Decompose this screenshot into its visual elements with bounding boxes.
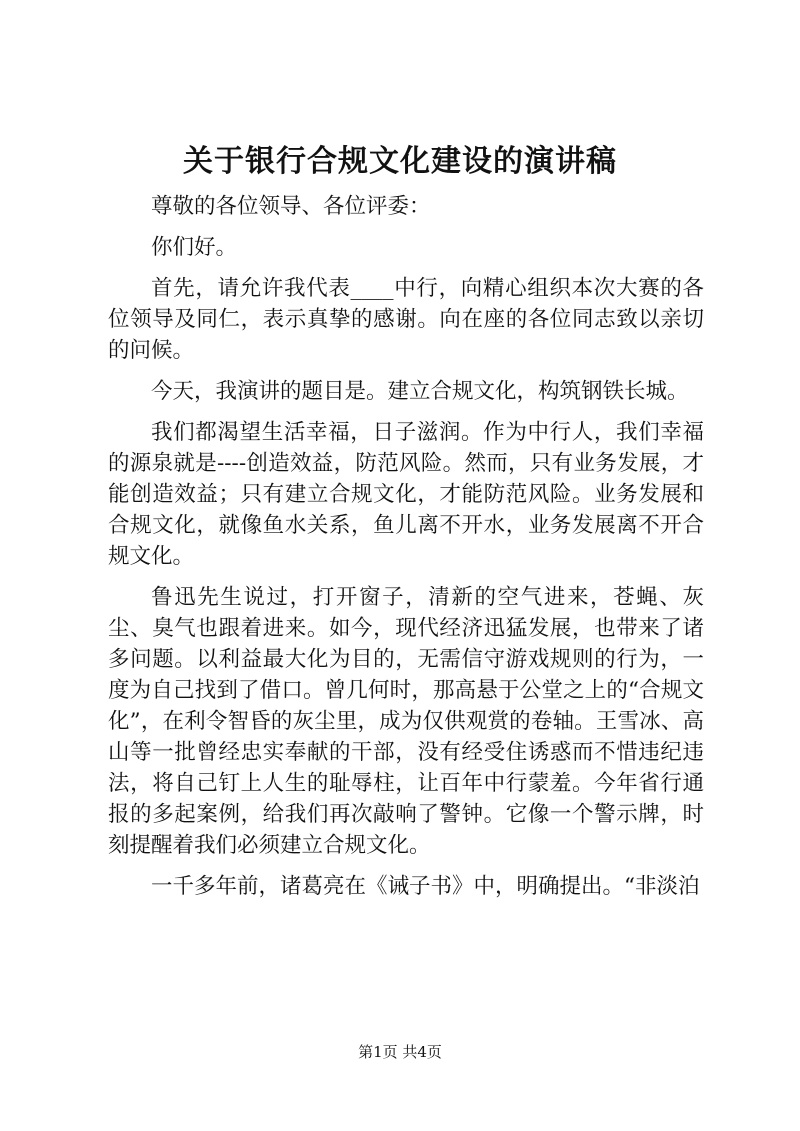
paragraph-topic: 今天，我演讲的题目是。建立合规文化，构筑钢铁长城。 bbox=[151, 379, 689, 404]
paragraph-thanks: 首先，请允许我代表____中行，向精心组织本次大赛的各位领导及同仁，表示真挚的感谢。向在座的各位同志致以亲切的问候。 bbox=[108, 276, 704, 363]
document-title: 关于银行合规文化建设的演讲稿 bbox=[183, 144, 617, 179]
paragraph-zhugeliang: 一千多年前，诸葛亮在《诫子书》中，明确提出。“非淡泊 bbox=[151, 874, 700, 899]
page-footer: 第1页 共4页 bbox=[358, 1043, 442, 1061]
paragraph-greeting: 你们好。 bbox=[151, 235, 238, 260]
paragraph-salutation: 尊敬的各位领导、各位评委： bbox=[151, 194, 431, 219]
paragraph-luxun: 鲁迅先生说过，打开窗子，清新的空气进来，苍蝇、灰尘、臭气也跟着进来。如今，现代经济迅猛发展，也带来了诸多问题。以利益最大化为目的，无需信守游戏规则的行为，一度为自己找到了借口。曾几何时，那高悬于公堂之上的“合规文化”，在利令智昏的灰尘里，成为仅供观赏的卷轴。王雪冰、高山等一批曾经忠实奉献的干部，没有经受住诱惑而不惜违纪违法，将自己钉上人生的耻辱柱，让百年中行蒙羞。今年省行通报的多起案例，给我们再次敲响了警钟。它像一个警示牌，时刻提醒着我们必须建立合规文化。 bbox=[108, 585, 704, 858]
paragraph-happiness: 我们都渴望生活幸福，日子滋润。作为中行人，我们幸福的源泉就是----创造效益，防范风险。然而，只有业务发展，才能创造效益；只有建立合规文化，才能防范风险。业务发展和合规文化，就像鱼水关系，鱼儿离不开水，业务发展离不开合规文化。 bbox=[108, 420, 704, 569]
document-body bbox=[108, 191, 704, 912]
